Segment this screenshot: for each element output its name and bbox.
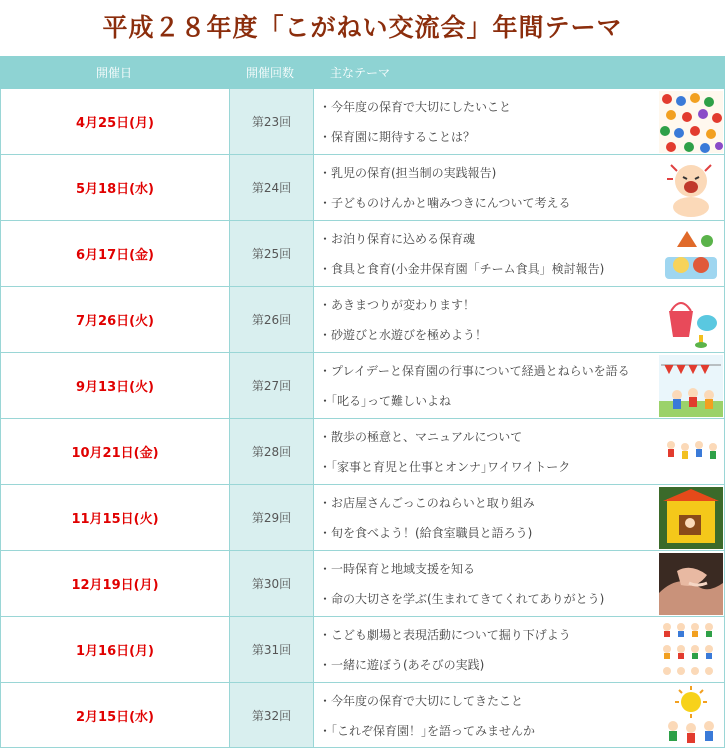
row-date: 11月15日(火) [71,512,159,527]
row-date: 2月15日(水) [75,709,155,725]
row-date: 1月16日(月) [75,644,155,659]
table-row [1,551,724,617]
row-themes [314,551,658,616]
meal-tray-illustration [658,221,724,286]
table-row [1,287,724,353]
walking-kids-illustration [658,419,724,484]
theme-line: ・散歩の極意と、マニュアルについて [319,429,523,444]
table-row [1,485,724,551]
row-themes [314,155,658,220]
page-title: 平成２８年度「こがねい交流会」年間テーマ [102,13,623,42]
row-number: 第27回 [229,353,314,418]
row-number: 第30回 [229,551,314,616]
children-crowd-illustration [658,89,724,154]
theme-line: ・今年度の保育で大切にしてきたこと [319,693,524,708]
theme-line: ・食具と食育(小金井保育園「チーム食具」検討報告) [319,262,605,277]
row-themes [314,287,658,352]
table-row [1,89,724,155]
table-row [1,617,724,683]
theme-line: ・お泊り保育に込める保育魂 [319,231,476,246]
row-date: 10月21日(金) [71,446,159,461]
row-themes [314,683,658,747]
table-row [1,683,724,748]
row-number: 第32回 [229,683,314,747]
row-number: 第31回 [229,617,314,682]
theme-line: ・一緒に遊ぼう(あそびの実践) [319,658,485,673]
table-row [1,419,724,485]
row-themes [314,221,658,286]
row-number: 第28回 [229,419,314,484]
header-theme: 主なテーマ [330,66,391,80]
kids-grid-illustration [658,617,724,682]
theme-line: ・あきまつりが変わります！ [319,297,476,312]
theme-line: ・保育園に期待することは？ [319,130,476,145]
theme-line: ・今年度の保育で大切にしたいこと [319,99,512,114]
row-date: 5月18日(水) [75,182,155,197]
holding-hands-photo [658,551,724,616]
theme-line: ・プレイデーと保育園の行事について経過とねらいを語る [319,363,630,378]
row-date: 9月13日(火) [75,380,155,395]
table-header [0,56,725,89]
theme-line: ・｢家事と育児と仕事とオンナ｣ワイワイトーク [319,460,571,475]
row-number: 第25回 [229,221,314,286]
row-themes [314,419,658,484]
theme-line: ・乳児の保育(担当制の実践報告) [319,165,497,180]
row-number: 第29回 [229,485,314,550]
row-number: 第23回 [229,89,314,154]
table-row [1,353,724,419]
theme-line: ・お店屋さんごっこのねらいと取り組み [319,495,535,510]
row-date: 12月19日(月) [71,578,159,593]
row-themes [314,617,658,682]
festival-illustration [658,353,724,418]
row-number: 第24回 [229,155,314,220]
header-date: 開催日 [95,66,132,80]
row-date: 7月26日(火) [75,314,155,329]
theme-line: ・旬を食べよう！(給食室職員と語ろう) [319,526,533,541]
theme-line: ・子どものけんかと噛みつきにんついて考える [319,196,571,211]
theme-line: ・命の大切さを学ぶ(生まれてきてくれてありがとう) [319,592,605,607]
theme-line: ・一時保育と地域支援を知る [319,561,476,576]
sand-bucket-illustration [658,287,724,352]
theme-line: ・こども劇場と表現活動について掘り下げよう [319,627,571,642]
table-row [1,221,724,287]
crying-baby-illustration [658,155,724,220]
row-date: 6月17日(金) [75,248,155,263]
play-house-photo [658,485,724,550]
row-number: 第26回 [229,287,314,352]
header-number: 開催回数 [245,66,294,80]
row-themes [314,353,658,418]
theme-line: ・｢これぞ保育園！｣を語ってみませんか [319,723,536,738]
theme-line: ・｢叱る｣って難しいよね [319,394,452,409]
row-date: 4月25日(月) [75,116,155,131]
row-themes [314,485,658,550]
sun-kids-illustration [658,683,724,747]
schedule-table [0,89,725,748]
row-themes [314,89,658,154]
theme-line: ・砂遊びと水遊びを極めよう！ [319,328,488,343]
table-row [1,155,724,221]
